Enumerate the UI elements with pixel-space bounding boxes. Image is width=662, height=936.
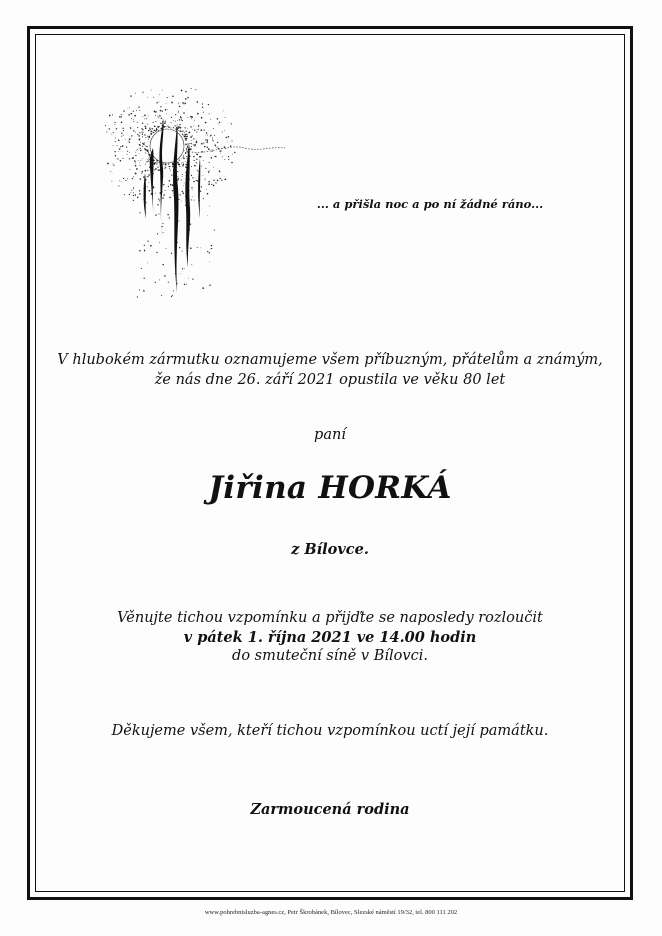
moon-candle-emblem-icon bbox=[105, 88, 290, 303]
signature: Zarmoucená rodina bbox=[250, 801, 410, 818]
invitation-paragraph bbox=[35, 609, 625, 666]
motto-text: ... a přišla noc a po ní žádné ráno... bbox=[316, 197, 544, 211]
funeral-location: do smuteční síně v Bílovci. bbox=[232, 648, 428, 664]
funeral-datetime: v pátek 1. října 2021 ve 14.00 hodin bbox=[183, 629, 477, 646]
deceased-name: Jiřina HORKÁ bbox=[208, 470, 452, 506]
intro-paragraph bbox=[35, 350, 625, 390]
honorific: paní bbox=[314, 427, 346, 443]
intro-line-2: že nás dne 26. září 2021 opustila ve věku 80 let bbox=[154, 372, 506, 388]
footer-contact: www.pohrebnisluzba-agnes.cz, Petr Škrobánek, Bílovec, Slezské náměstí 19/32, tel. 800 111 202 bbox=[204, 909, 458, 916]
origin-text: z Bílovce. bbox=[291, 541, 369, 558]
thanks-text: Děkujeme všem, kteří tichou vzpomínkou uctí její památku. bbox=[111, 723, 549, 739]
invite-line-1: Věnujte tichou vzpomínku a přijďte se naposledy rozloučit bbox=[117, 610, 543, 626]
intro-line-1: V hlubokém zármutku oznamujeme všem příbuzným, přátelům a známým, bbox=[57, 352, 603, 368]
